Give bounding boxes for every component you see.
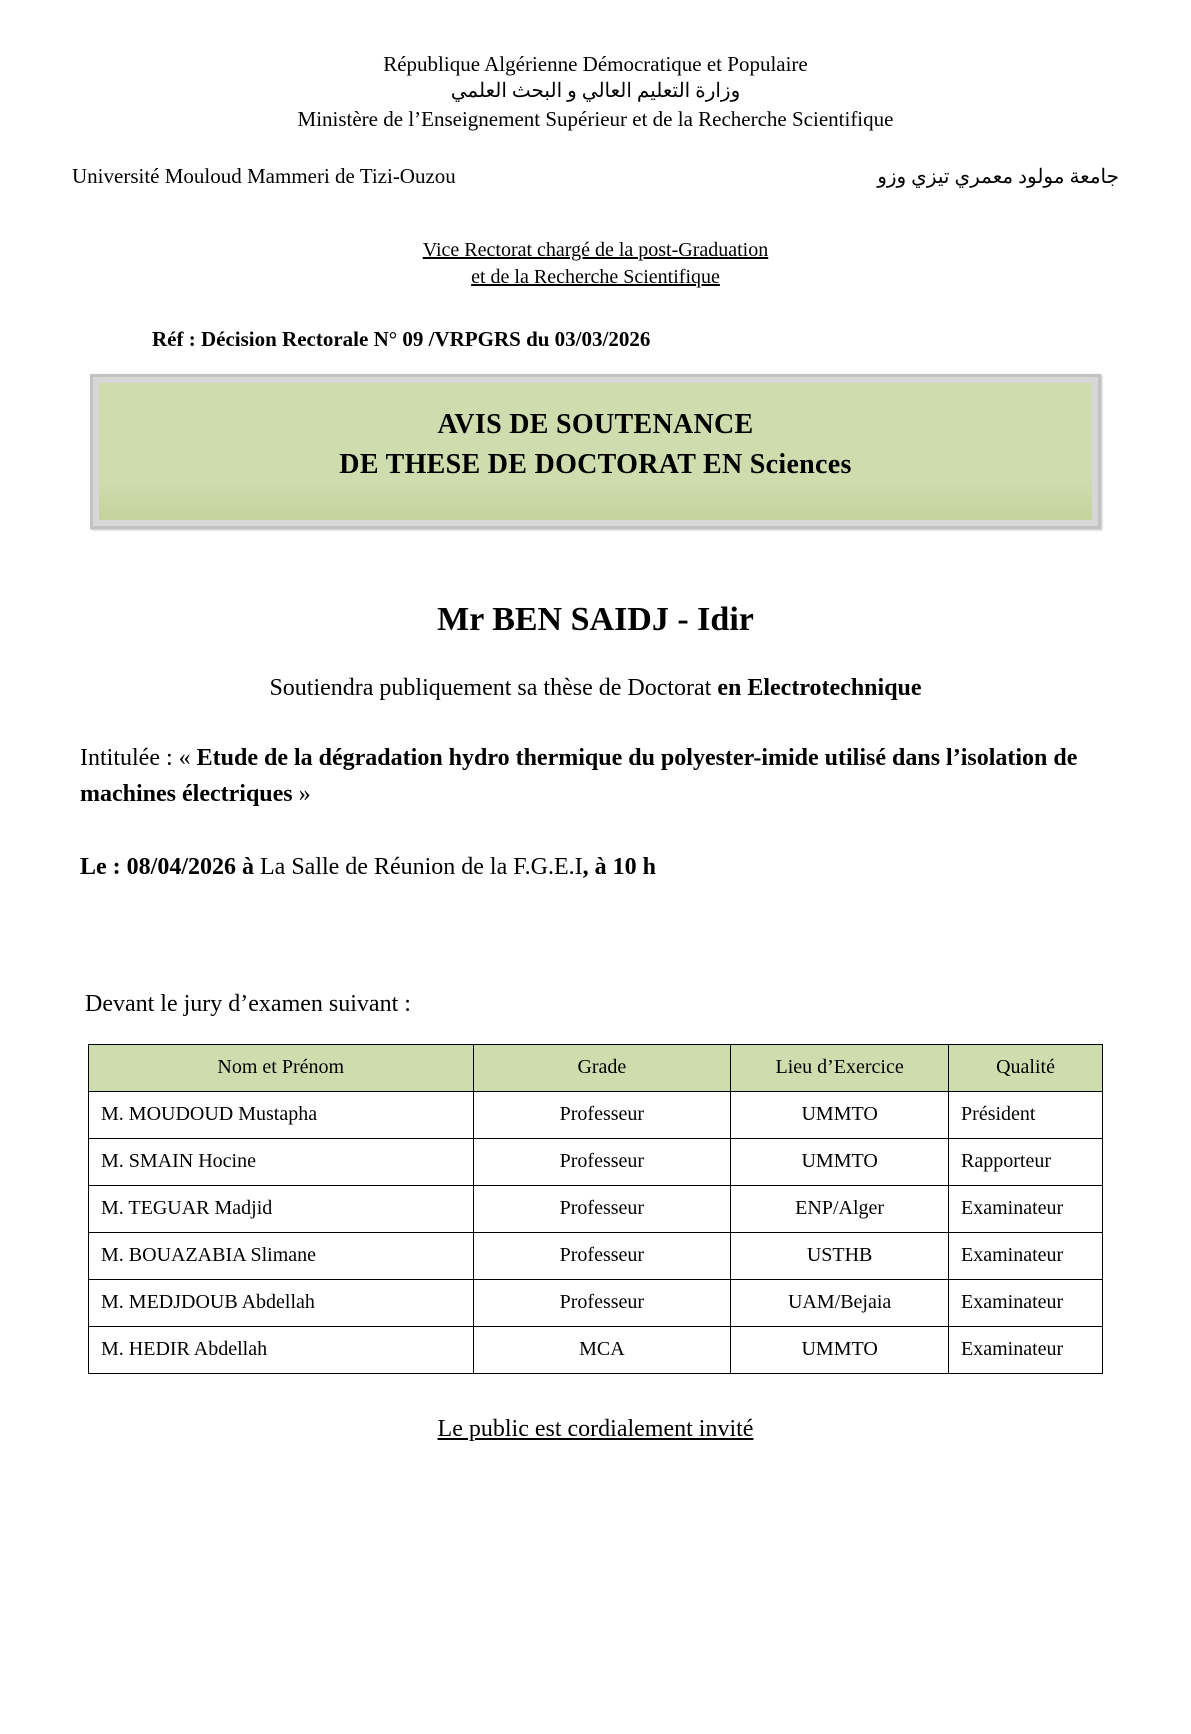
- jury-cell-name: M. BOUAZABIA Slimane: [89, 1232, 474, 1279]
- table-row: [89, 1138, 1103, 1185]
- jury-cell-grade: Professeur: [473, 1091, 731, 1138]
- table-row: [89, 1326, 1103, 1373]
- jury-table: [88, 1044, 1103, 1374]
- jury-cell-quality: Examinateur: [949, 1185, 1103, 1232]
- announcement-banner-frame: [90, 374, 1101, 529]
- jury-column-name: Nom et Prénom: [89, 1044, 474, 1091]
- table-row: [89, 1232, 1103, 1279]
- jury-cell-name: M. MOUDOUD Mustapha: [89, 1091, 474, 1138]
- jury-table-header-row: [89, 1044, 1103, 1091]
- defense-statement: [0, 675, 1191, 702]
- jury-cell-place: UMMTO: [731, 1138, 949, 1185]
- candidate-name: Mr BEN SAIDJ - Idir: [437, 600, 754, 638]
- thesis-title: Etude de la dégradation hydro thermique du polyester-imide utilisé dans l’isolation de machines électriques: [80, 744, 1078, 807]
- jury-cell-place: USTHB: [731, 1232, 949, 1279]
- thesis-title-paragraph: [80, 740, 1111, 812]
- jury-cell-quality: Rapporteur: [949, 1138, 1103, 1185]
- announcement-banner: [99, 383, 1092, 520]
- thesis-title-suffix: »: [292, 780, 311, 807]
- jury-cell-place: UAM/Bejaia: [731, 1279, 949, 1326]
- jury-cell-name: M. TEGUAR Madjid: [89, 1185, 474, 1232]
- jury-cell-quality: Examinateur: [949, 1279, 1103, 1326]
- banner-title-line-1: AVIS DE SOUTENANCE: [437, 408, 754, 440]
- jury-intro-text: Devant le jury d’examen suivant :: [85, 990, 411, 1017]
- reference-line: Réf : Décision Rectorale N° 09 /VRPGRS du 03/03/2026: [152, 326, 651, 351]
- jury-cell-grade: Professeur: [473, 1232, 731, 1279]
- table-row: [89, 1185, 1103, 1232]
- ministry-line-arabic: وزارة التعليم العالي و البحث العلمي: [450, 80, 741, 103]
- jury-cell-quality: Examinateur: [949, 1326, 1103, 1373]
- jury-column-quality: Qualité: [949, 1044, 1103, 1091]
- public-invitation-text: Le public est cordialement invité: [437, 1415, 754, 1442]
- jury-cell-name: M. MEDJDOUB Abdellah: [89, 1279, 474, 1326]
- defense-date: Le : 08/04/2026 à: [80, 853, 254, 880]
- thesis-title-prefix: Intitulée : «: [80, 744, 197, 771]
- public-invitation: [0, 1416, 1191, 1443]
- jury-column-place: Lieu d’Exercice: [731, 1044, 949, 1091]
- document-page: [0, 50, 1191, 1734]
- jury-cell-quality: Examinateur: [949, 1232, 1103, 1279]
- defense-location: La Salle de Réunion de la F.G.E.I: [254, 853, 583, 880]
- jury-cell-grade: MCA: [473, 1326, 731, 1373]
- banner-title-line-2: DE THESE DE DOCTORAT EN Sciences: [339, 449, 852, 481]
- vice-rectorat-line-2: et de la Recherche Scientifique: [471, 265, 720, 288]
- vice-rectorat-block: [0, 237, 1191, 291]
- jury-cell-grade: Professeur: [473, 1185, 731, 1232]
- defense-time: , à 10 h: [582, 853, 657, 880]
- vice-rectorat-line-1: Vice Rectorat chargé de la post-Graduation: [422, 238, 769, 261]
- university-row: [72, 164, 1119, 189]
- republic-line: République Algérienne Démocratique et Populaire: [383, 52, 808, 76]
- jury-cell-place: UMMTO: [731, 1326, 949, 1373]
- defense-statement-plain: Soutiendra publiquement sa thèse de Doctorat: [269, 674, 718, 701]
- university-name-arabic: جامعة مولود معمري تيزي وزو: [877, 165, 1119, 188]
- jury-cell-name: M. HEDIR Abdellah: [89, 1326, 474, 1373]
- defense-date-line: [80, 854, 1111, 881]
- table-row: [89, 1279, 1103, 1326]
- jury-cell-name: M. SMAIN Hocine: [89, 1138, 474, 1185]
- jury-cell-grade: Professeur: [473, 1279, 731, 1326]
- jury-column-grade: Grade: [473, 1044, 731, 1091]
- jury-cell-place: ENP/Alger: [731, 1185, 949, 1232]
- jury-cell-quality: Président: [949, 1091, 1103, 1138]
- jury-cell-place: UMMTO: [731, 1091, 949, 1138]
- table-row: [89, 1091, 1103, 1138]
- jury-cell-grade: Professeur: [473, 1138, 731, 1185]
- ministry-line-french: Ministère de l’Enseignement Supérieur et de la Recherche Scientifique: [297, 107, 894, 132]
- university-name-french: Université Mouloud Mammeri de Tizi-Ouzou: [72, 163, 456, 188]
- defense-field: en Electrotechnique: [717, 674, 922, 701]
- document-header: [0, 50, 1191, 134]
